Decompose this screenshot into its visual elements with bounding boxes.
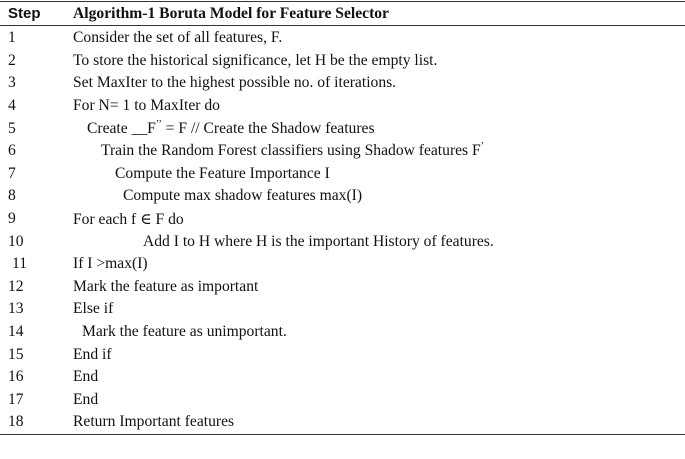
table-row	[0, 208, 685, 231]
table-row	[0, 185, 685, 208]
bottom-rule	[0, 434, 685, 435]
double-prime-mark: ’’	[155, 118, 162, 130]
step-text: End	[73, 390, 99, 408]
table-row	[0, 50, 685, 73]
step-number: 12	[8, 277, 24, 295]
step-number: 9	[8, 210, 16, 228]
prime-mark: ’	[480, 141, 485, 153]
step-number: 6	[8, 142, 16, 160]
step-text: Return Important features	[73, 413, 235, 431]
step-text: For each f ∈ F do	[73, 210, 184, 228]
step-number: 11	[12, 255, 28, 273]
step-number: 5	[8, 119, 16, 137]
table-row	[0, 117, 685, 140]
algorithm-title: Algorithm-1 Boruta Model for Feature Selector	[73, 4, 389, 22]
step-text	[73, 142, 685, 160]
step-text: Consider the set of all features, F.	[73, 29, 283, 47]
table-row	[0, 72, 685, 95]
step-number: 7	[8, 164, 16, 182]
table-row	[0, 140, 685, 163]
step-number: 15	[8, 345, 24, 363]
table-row	[0, 276, 685, 299]
table-row	[0, 298, 685, 321]
step-number: 17	[8, 390, 24, 408]
table-row	[0, 411, 685, 434]
table-row	[0, 95, 685, 118]
table-row	[0, 253, 685, 276]
step-number: 3	[8, 74, 16, 92]
step-text: Mark the feature as unimportant.	[82, 323, 287, 341]
table-row	[0, 230, 685, 253]
step-number: 4	[8, 97, 16, 115]
step-text: Compute the Feature Importance I	[115, 164, 330, 182]
step-column-header: Step	[8, 5, 41, 22]
table-row	[0, 343, 685, 366]
table-header	[0, 2, 685, 25]
step-text	[73, 120, 685, 138]
step-number: 2	[8, 51, 16, 69]
step-number: 8	[8, 187, 16, 205]
step-text: For N= 1 to MaxIter do	[73, 97, 220, 115]
step-text: End	[73, 368, 99, 386]
step-number: 13	[8, 300, 24, 318]
table-row	[0, 366, 685, 389]
step-text: Add I to H where H is the important History of features.	[143, 232, 494, 250]
table-row	[0, 163, 685, 186]
step-number: 16	[8, 368, 24, 386]
step-text-pre: Create __F	[87, 119, 156, 137]
step-text: Else if	[73, 300, 114, 318]
step-number: 10	[8, 232, 24, 250]
table-row	[0, 321, 685, 344]
step-text: Mark the feature as important	[73, 277, 259, 295]
step-text: End if	[73, 345, 112, 363]
step-text: To store the historical significance, let H be the empty list.	[73, 51, 438, 69]
step-number: 18	[8, 413, 24, 431]
step-number: 14	[8, 323, 24, 341]
step-number: 1	[8, 29, 16, 47]
step-text: Compute max shadow features max(I)	[123, 187, 363, 205]
step-text-pre: Train the Random Forest classifiers using Shadow features F	[101, 142, 481, 160]
step-text: Set MaxIter to the highest possible no. of iterations.	[73, 74, 397, 92]
step-text-post: = F // Create the Shadow features	[161, 119, 375, 137]
table-row	[0, 27, 685, 50]
table-body	[0, 26, 685, 434]
step-text: If I >max(I)	[73, 255, 148, 273]
table-row	[0, 389, 685, 412]
